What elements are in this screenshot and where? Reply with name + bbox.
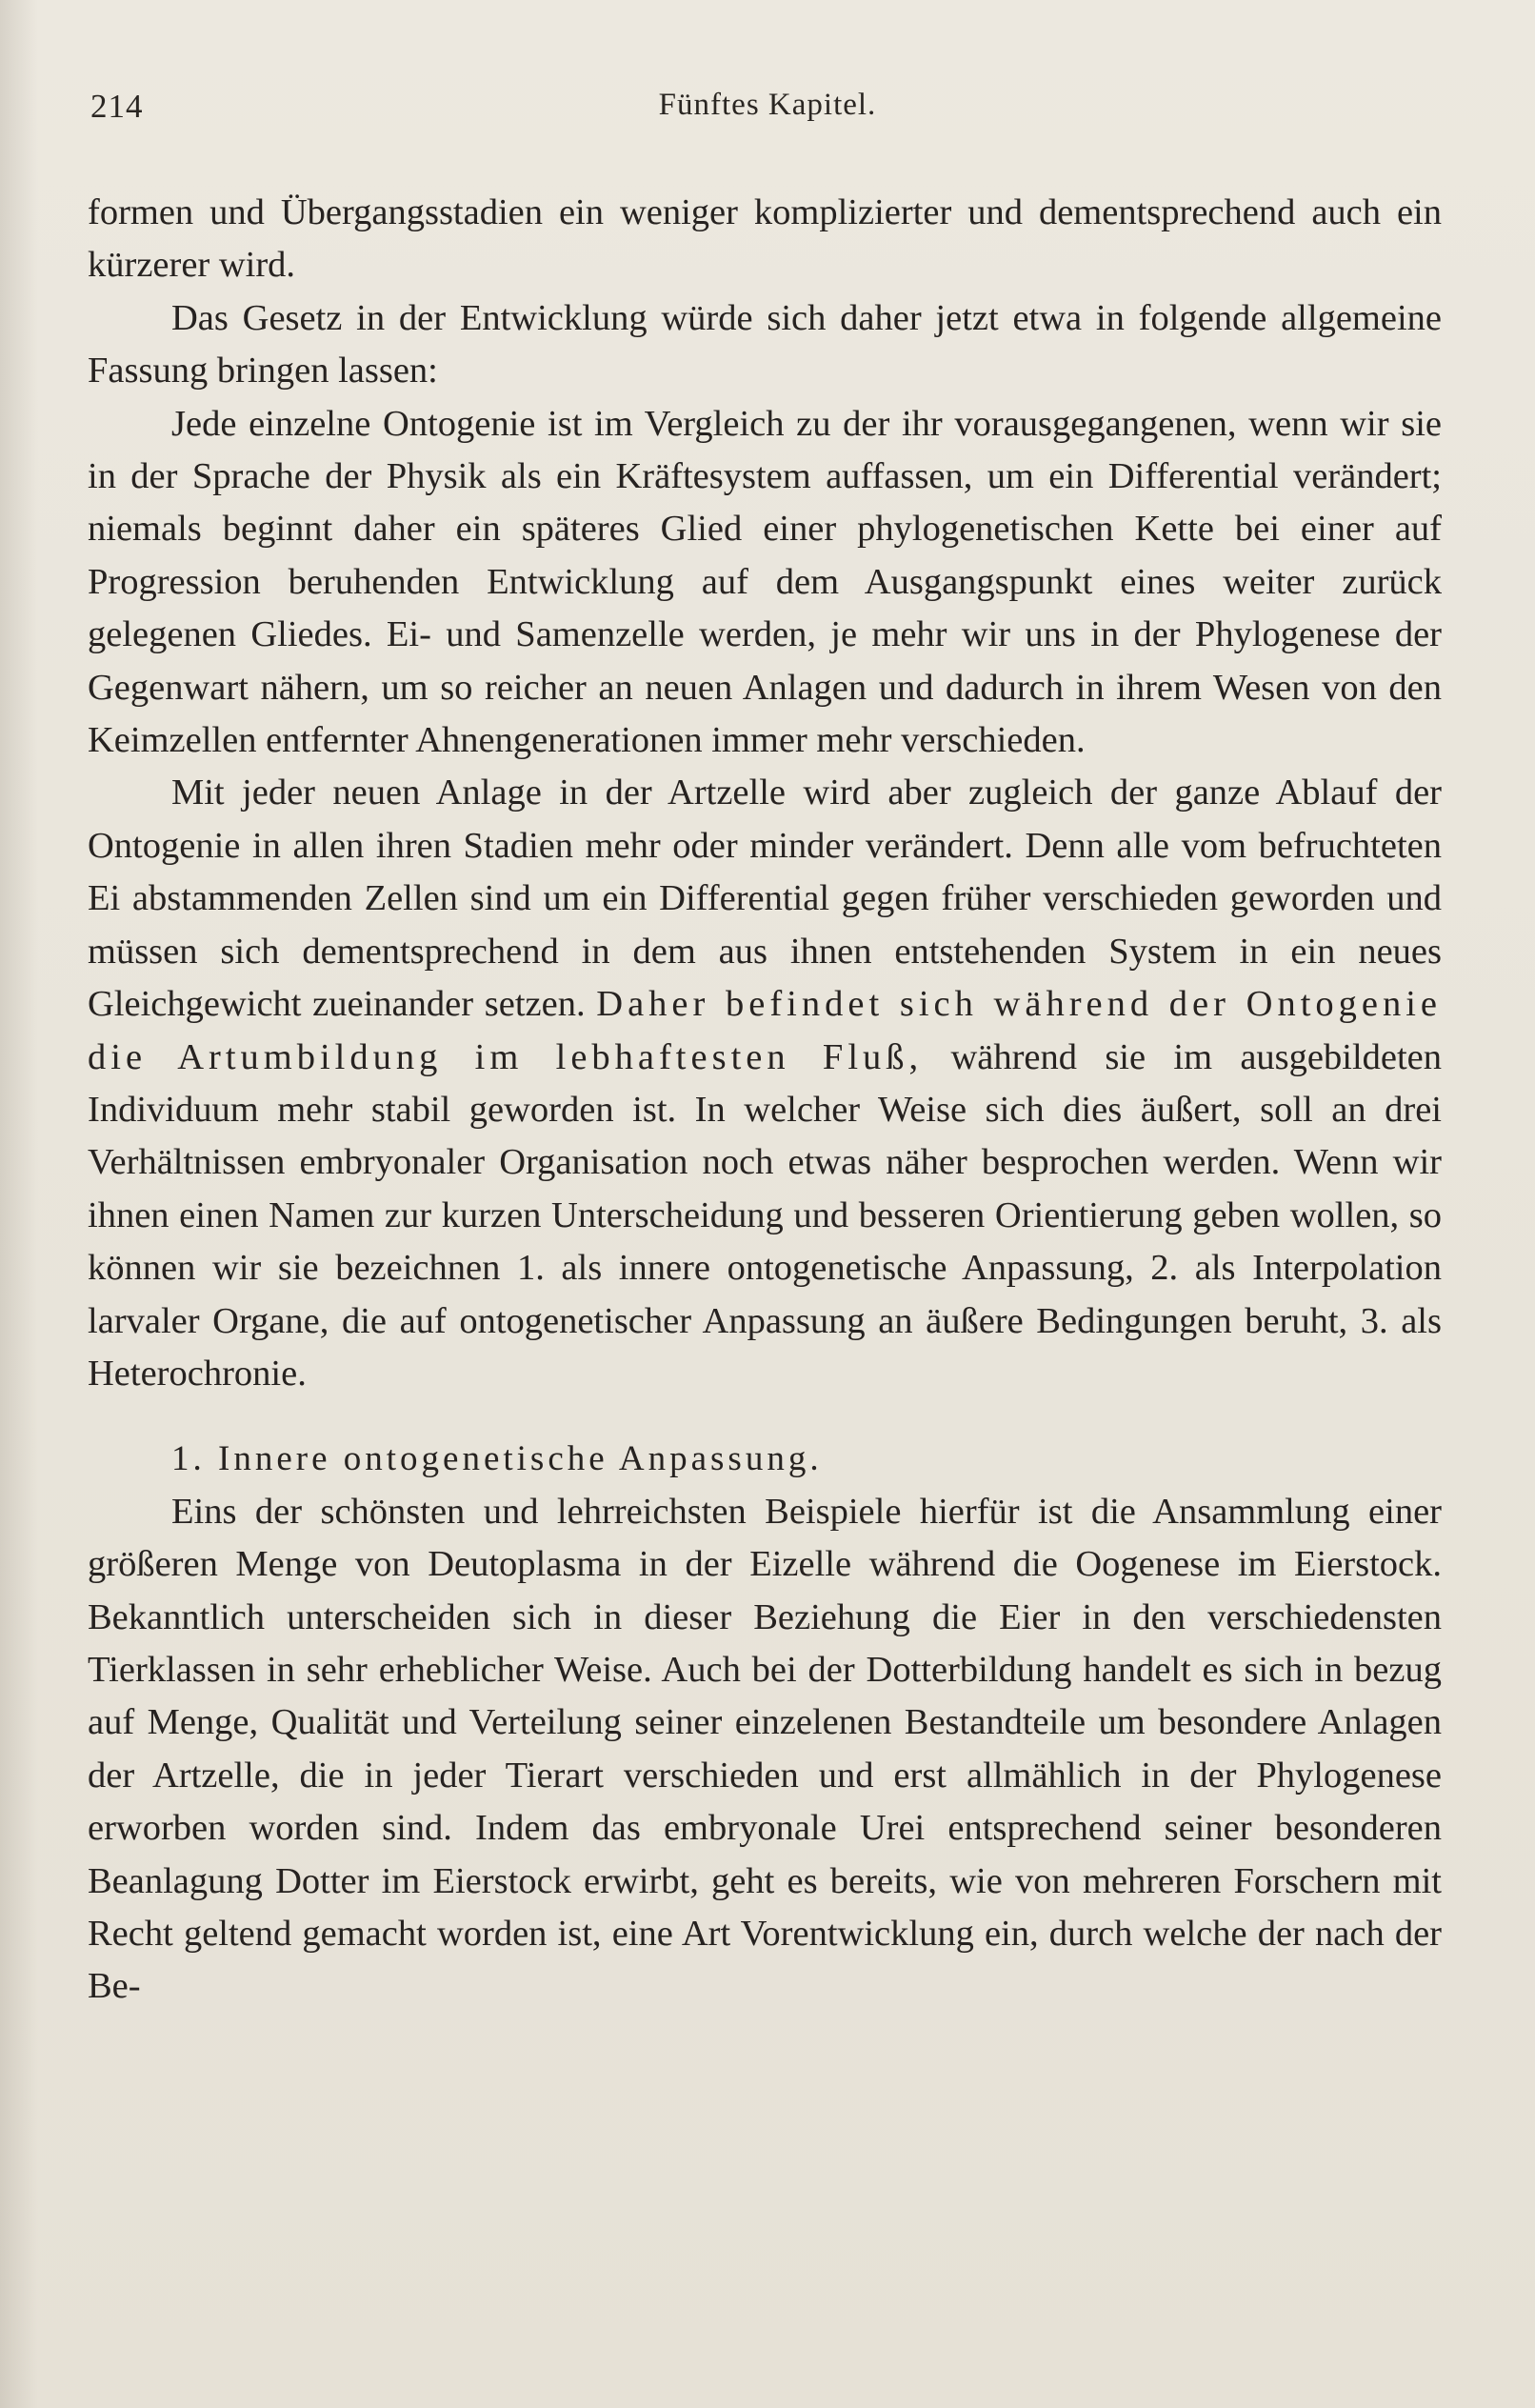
paragraph-continuation: formen und Übergangsstadien ein weniger komplizierter und dementsprechend auch ein kürzerer wird. — [88, 192, 1442, 286]
paragraph-law-intro: Das Gesetz in der Entwicklung würde sich daher jetzt etwa in folgende allgemeine Fassung bringen lassen: — [88, 297, 1442, 391]
emphasized-text: Daher befindet sich während der Ontogenie die Artumbildung im lebhaftesten Fluß, — [88, 984, 1443, 1077]
page-body — [88, 187, 1442, 2014]
paragraph-section-body: Eins der schönsten und lehrreichsten Beispiele hierfür ist die Ansammlung einer größeren Menge von Deutoplasma in der Eizelle während die Oogenese im Eierstock. Bekanntlich unterscheiden sich in dieser Beziehung die Eier in den verschiedensten Tierklassen in sehr erheblicher Weise. Auch bei der Dotterbildung handelt es sich in bezug auf Menge, Qualität und Verteilung seiner einzelenen Bestandteile um besondere Anlagen der Artzelle, die in jeder Tierart verschieden und erst allmählich in der Phylogenese erworben worden sind. Indem das embryonale Urei entsprechend seiner besonderen Beanlagung Dotter im Eierstock erwirbt, geht es bereits, wie von mehreren Forschern mit Recht geltend gemacht worden ist, eine Art Vorentwicklung ein, durch welche der nach der Be- — [88, 1491, 1442, 2007]
paragraph-law-statement: Jede einzelne Ontogenie ist im Vergleich zu der ihr vorausgegangenen, wenn wir sie in der Sprache der Physik als ein Kräftesystem auffassen, um ein Differential verändert; niemals beginnt daher ein späteres Glied einer phylogenetischen Kette bei einer auf Progression beruhenden Entwicklung auf dem Ausgangspunkt eines weiter zurück gelegenen Gliedes. Ei- und Samenzelle werden, je mehr wir uns in der Phylogenese der Gegenwart nähern, um so reicher an neuen Anlagen und dadurch in ihrem Wesen von den Keimzellen entfernter Ahnengenerationen immer mehr verschieden. — [88, 403, 1442, 761]
paragraph-text: während sie im ausgebildeten Individuum mehr stabil geworden ist. In welcher Weise sich dies äußert, soll an drei Verhältnissen embryonaler Organisation noch etwas näher besprochen werden. Wenn wir ihnen einen Namen zur kurzen Unterscheidung und besseren Orientierung geben wollen, so können wir sie bezeichnen 1. als innere ontogenetische Anpassung, 2. als Interpolation larvaler Organe, die auf ontogenetischer Anpassung an äußere Bedingungen beruht, 3. als Heterochronie. — [88, 1036, 1443, 1394]
binding-shadow — [0, 0, 38, 2408]
page-number: 214 — [90, 88, 144, 125]
section-heading: 1. Innere ontogenetische Anpassung. — [171, 1439, 823, 1479]
paragraph-artzelle — [88, 767, 1442, 1400]
paragraph-text: Mit jeder neuen Anlage in der Artzelle wird aber zugleich der ganze Ablauf der Ontogenie in allen ihren Stadien mehr oder minder verändert. Denn alle vom befruchteten Ei abstammenden Zellen sind um ein Differential gegen früher verschieden geworden und müssen sich dementsprechend in dem aus ihnen entstehenden System in ein neues Gleichgewicht zueinander setzen. — [88, 773, 1442, 1025]
running-title: Fünftes Kapitel. — [658, 88, 877, 122]
page-header — [90, 88, 1445, 133]
